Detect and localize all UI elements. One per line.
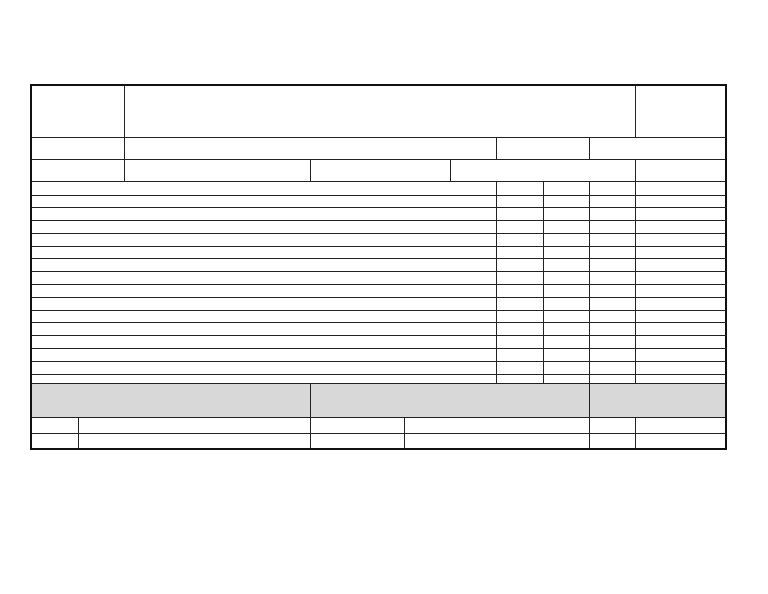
yes-checkbox[interactable] bbox=[496, 259, 543, 272]
na-checkbox[interactable] bbox=[589, 310, 635, 323]
project-label bbox=[31, 137, 124, 159]
no-checkbox[interactable] bbox=[543, 336, 589, 349]
yes-checkbox[interactable] bbox=[496, 221, 543, 234]
elements-column-header bbox=[31, 181, 496, 195]
no-column-header bbox=[543, 181, 589, 195]
na-checkbox[interactable] bbox=[589, 221, 635, 234]
name-label bbox=[310, 417, 404, 433]
name-field[interactable] bbox=[635, 417, 726, 433]
na-checkbox[interactable] bbox=[589, 246, 635, 259]
question-text bbox=[31, 272, 496, 285]
no-checkbox[interactable] bbox=[543, 246, 589, 259]
observation-field[interactable] bbox=[635, 297, 726, 310]
question-text bbox=[31, 233, 496, 246]
checklist-sheet bbox=[30, 84, 725, 450]
no-checkbox[interactable] bbox=[543, 233, 589, 246]
question-row bbox=[31, 259, 726, 272]
observation-field[interactable] bbox=[635, 259, 726, 272]
prepared-by-header bbox=[31, 383, 310, 417]
logo bbox=[31, 85, 124, 137]
yes-checkbox[interactable] bbox=[496, 195, 543, 208]
question-row bbox=[31, 233, 726, 246]
observation-field[interactable] bbox=[635, 310, 726, 323]
observation-field[interactable] bbox=[635, 195, 726, 208]
observation-field[interactable] bbox=[635, 285, 726, 298]
no-checkbox[interactable] bbox=[543, 272, 589, 285]
no-checkbox[interactable] bbox=[543, 259, 589, 272]
reviewed-by-header bbox=[310, 383, 589, 417]
question-text bbox=[31, 195, 496, 208]
question-row bbox=[31, 285, 726, 298]
question-text bbox=[31, 336, 496, 349]
name-row bbox=[31, 417, 726, 433]
no-checkbox[interactable] bbox=[543, 374, 589, 383]
na-checkbox[interactable] bbox=[589, 272, 635, 285]
question-text bbox=[31, 246, 496, 259]
question-text bbox=[31, 323, 496, 336]
no-checkbox[interactable] bbox=[543, 361, 589, 374]
question-row bbox=[31, 349, 726, 362]
yes-checkbox[interactable] bbox=[496, 361, 543, 374]
question-text bbox=[31, 285, 496, 298]
workplace-field[interactable] bbox=[124, 159, 310, 181]
observation-field[interactable] bbox=[635, 349, 726, 362]
na-checkbox[interactable] bbox=[589, 208, 635, 221]
company-field[interactable] bbox=[589, 137, 726, 159]
name-field[interactable] bbox=[78, 417, 310, 433]
na-checkbox[interactable] bbox=[589, 297, 635, 310]
workplace-label bbox=[31, 159, 124, 181]
yes-checkbox[interactable] bbox=[496, 285, 543, 298]
company-label bbox=[496, 137, 589, 159]
role-label bbox=[31, 433, 78, 449]
observation-field[interactable] bbox=[635, 272, 726, 285]
yes-checkbox[interactable] bbox=[496, 297, 543, 310]
observation-field[interactable] bbox=[635, 323, 726, 336]
question-row-blank bbox=[31, 374, 726, 383]
question-text bbox=[31, 259, 496, 272]
yes-checkbox[interactable] bbox=[496, 374, 543, 383]
observation-field[interactable] bbox=[635, 208, 726, 221]
name-field[interactable] bbox=[404, 417, 589, 433]
ssoma-header bbox=[589, 383, 726, 417]
yes-checkbox[interactable] bbox=[496, 233, 543, 246]
question-text bbox=[31, 297, 496, 310]
yes-checkbox[interactable] bbox=[496, 208, 543, 221]
observation-field[interactable] bbox=[635, 374, 726, 383]
na-checkbox[interactable] bbox=[589, 336, 635, 349]
yes-checkbox[interactable] bbox=[496, 246, 543, 259]
yes-checkbox[interactable] bbox=[496, 349, 543, 362]
question-text bbox=[31, 208, 496, 221]
yes-checkbox[interactable] bbox=[496, 323, 543, 336]
question-row bbox=[31, 272, 726, 285]
observation-field[interactable] bbox=[635, 233, 726, 246]
no-checkbox[interactable] bbox=[543, 310, 589, 323]
role-field[interactable] bbox=[78, 433, 310, 449]
question-row bbox=[31, 310, 726, 323]
no-checkbox[interactable] bbox=[543, 285, 589, 298]
question-text bbox=[31, 349, 496, 362]
na-column-header bbox=[589, 181, 635, 195]
na-checkbox[interactable] bbox=[589, 323, 635, 336]
question-row bbox=[31, 195, 726, 208]
specialty-label bbox=[310, 159, 450, 181]
document-code-block bbox=[635, 85, 726, 137]
name-label bbox=[589, 417, 635, 433]
question-text bbox=[31, 310, 496, 323]
no-checkbox[interactable] bbox=[543, 323, 589, 336]
observation-field[interactable] bbox=[635, 336, 726, 349]
question-text bbox=[31, 374, 496, 383]
role-row bbox=[31, 433, 726, 449]
yes-column-header bbox=[496, 181, 543, 195]
no-checkbox[interactable] bbox=[543, 208, 589, 221]
no-checkbox[interactable] bbox=[543, 195, 589, 208]
project-field[interactable] bbox=[124, 137, 496, 159]
signature-header-row bbox=[31, 383, 726, 417]
role-label bbox=[589, 433, 635, 449]
question-row bbox=[31, 336, 726, 349]
observations-column-header bbox=[635, 181, 726, 195]
question-row bbox=[31, 246, 726, 259]
question-text bbox=[31, 361, 496, 374]
yes-checkbox[interactable] bbox=[496, 272, 543, 285]
question-row bbox=[31, 323, 726, 336]
role-field[interactable] bbox=[404, 433, 589, 449]
no-checkbox[interactable] bbox=[543, 297, 589, 310]
na-checkbox[interactable] bbox=[589, 195, 635, 208]
na-checkbox[interactable] bbox=[589, 374, 635, 383]
question-row bbox=[31, 297, 726, 310]
na-checkbox[interactable] bbox=[589, 349, 635, 362]
observation-field[interactable] bbox=[635, 246, 726, 259]
na-checkbox[interactable] bbox=[589, 233, 635, 246]
document-title bbox=[124, 85, 635, 137]
question-row bbox=[31, 208, 726, 221]
question-row bbox=[31, 361, 726, 374]
specialty-field[interactable] bbox=[450, 159, 635, 181]
na-checkbox[interactable] bbox=[589, 361, 635, 374]
no-checkbox[interactable] bbox=[543, 349, 589, 362]
role-field[interactable] bbox=[635, 433, 726, 449]
no-checkbox[interactable] bbox=[543, 221, 589, 234]
yes-checkbox[interactable] bbox=[496, 310, 543, 323]
checklist-table bbox=[30, 84, 727, 450]
yes-checkbox[interactable] bbox=[496, 336, 543, 349]
name-label bbox=[31, 417, 78, 433]
observation-field[interactable] bbox=[635, 361, 726, 374]
question-row bbox=[31, 221, 726, 234]
question-text bbox=[31, 221, 496, 234]
role-label bbox=[310, 433, 404, 449]
observation-field[interactable] bbox=[635, 221, 726, 234]
na-checkbox[interactable] bbox=[589, 285, 635, 298]
na-checkbox[interactable] bbox=[589, 259, 635, 272]
date-cell[interactable] bbox=[635, 159, 726, 181]
